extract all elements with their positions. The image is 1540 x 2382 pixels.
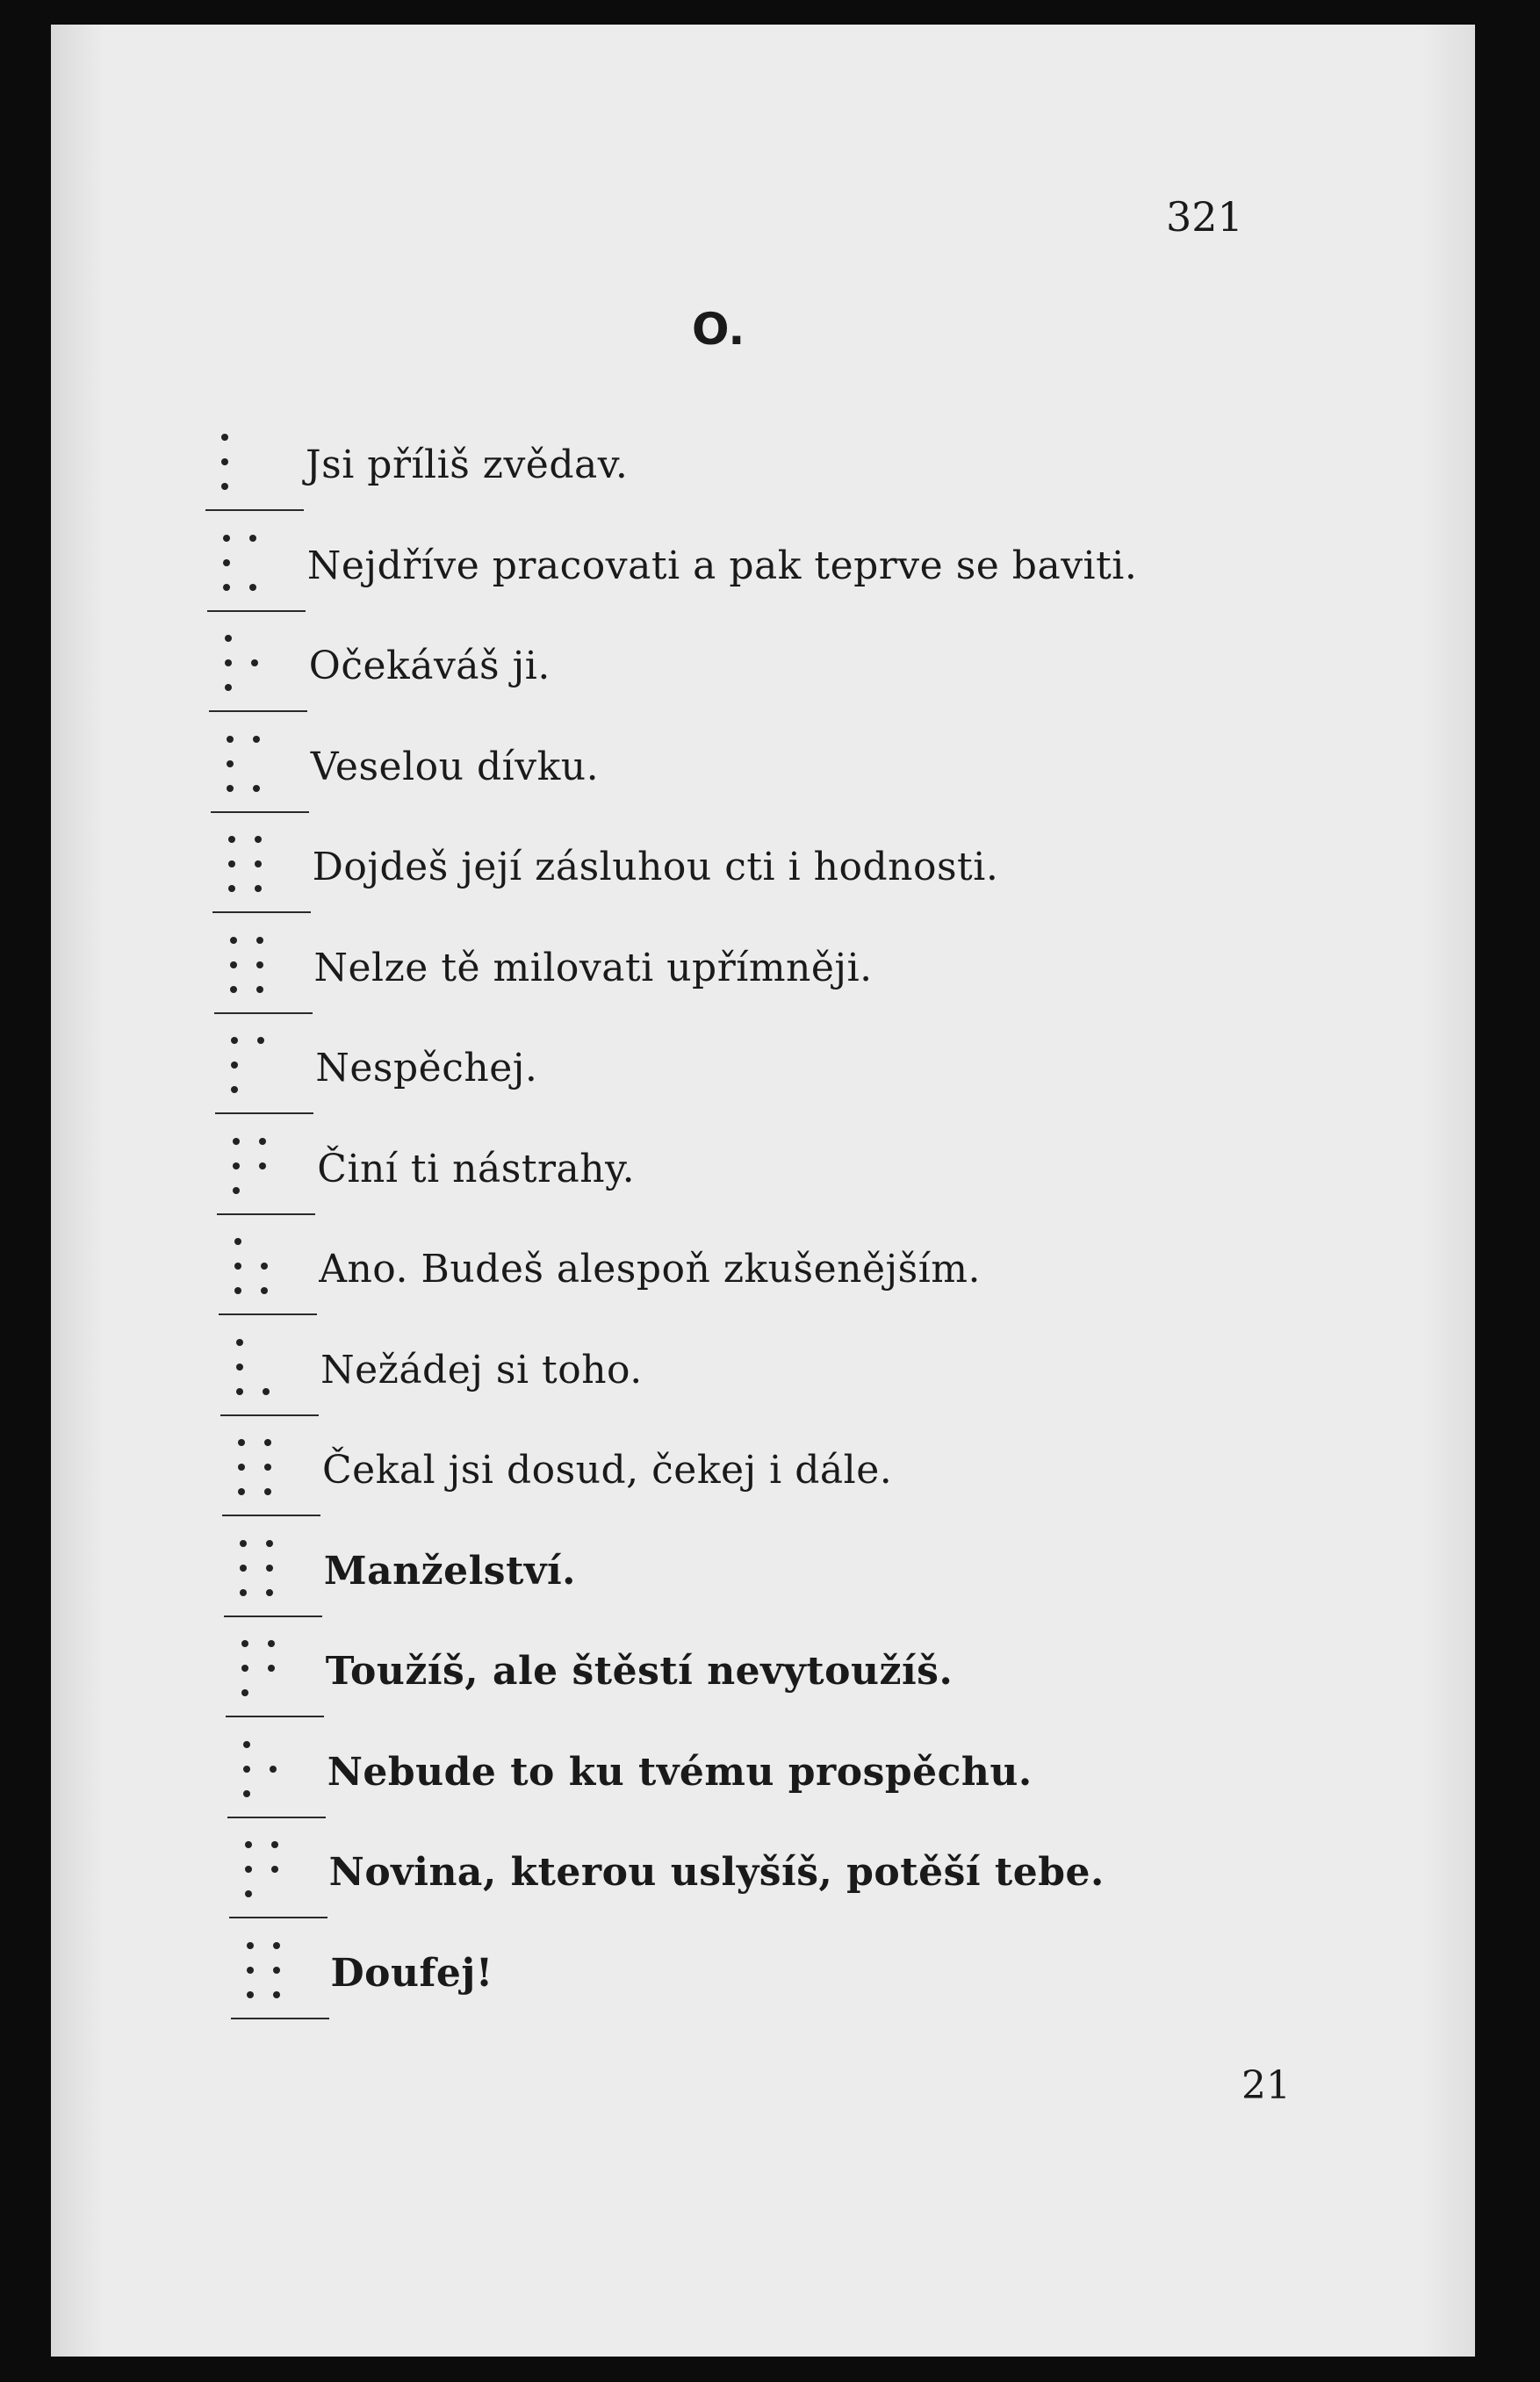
dot-mark — [233, 1138, 240, 1145]
oracle-answer-text: Nelze tě milovati upřímněji. — [313, 945, 873, 990]
dot-mark — [236, 1339, 243, 1346]
oracle-answer-text: Nespěchej. — [315, 1046, 538, 1090]
dot-mark — [221, 483, 228, 490]
dot-mark — [261, 1287, 268, 1294]
dot-mark — [227, 785, 234, 792]
entry-divider — [214, 1012, 313, 1014]
dot-mark — [266, 1589, 273, 1596]
oracle-answer-text: Nejdříve pracovati a pak teprve se baviti. — [306, 543, 1138, 588]
dot-mark — [230, 961, 237, 968]
dot-mark — [247, 1942, 254, 1949]
dot-pattern-icon — [226, 1030, 280, 1100]
dot-mark — [221, 434, 228, 441]
dot-mark — [271, 1866, 278, 1873]
oracle-answer-text: Jsi příliš zvědav. — [306, 443, 629, 487]
dot-mark — [264, 1464, 271, 1471]
entry-divider — [231, 2018, 329, 2019]
dot-pattern-icon — [238, 1734, 292, 1804]
dot-mark — [240, 1540, 247, 1547]
dot-mark — [266, 1565, 273, 1572]
dot-mark — [234, 1287, 241, 1294]
book-page — [51, 25, 1475, 2357]
dot-pattern-icon — [218, 528, 272, 598]
oracle-answer-text: Dojdeš její zásluhou cti i hodnosti. — [312, 845, 999, 889]
dot-mark — [243, 1790, 250, 1797]
dot-mark — [253, 736, 260, 743]
dot-mark — [261, 1263, 268, 1270]
entry-divider — [229, 1917, 327, 1918]
entry-divider — [217, 1213, 315, 1215]
dot-mark — [259, 1138, 266, 1145]
page-number: 321 — [1166, 193, 1243, 241]
dot-pattern-icon — [225, 930, 279, 1000]
entry-divider — [212, 911, 311, 913]
oracle-answer-text: Ano. Budeš alespoň zkušenějším. — [319, 1247, 982, 1292]
dot-mark — [259, 1162, 266, 1169]
dot-mark — [243, 1741, 250, 1748]
dot-mark — [245, 1890, 252, 1897]
dot-mark — [230, 986, 237, 993]
dot-mark — [231, 1061, 238, 1069]
dot-mark — [256, 986, 263, 993]
oracle-answer-text: Novina, kterou uslyšíš, potěší tebe. — [328, 1850, 1105, 1895]
dot-mark — [264, 1439, 271, 1446]
dot-mark — [233, 1162, 240, 1169]
dot-mark — [257, 1037, 264, 1044]
entry-divider — [205, 509, 304, 511]
dot-pattern-icon — [229, 1231, 284, 1301]
dot-mark — [234, 1263, 241, 1270]
dot-mark — [240, 1565, 247, 1572]
oracle-answer-text: Očekáváš ji. — [308, 644, 551, 688]
dot-mark — [273, 1991, 280, 1998]
dot-pattern-icon — [234, 1533, 289, 1603]
dot-mark — [238, 1439, 245, 1446]
dot-mark — [231, 1037, 238, 1044]
dot-mark — [264, 1488, 271, 1495]
dot-mark — [225, 659, 232, 666]
oracle-answer-text: Nebude to ku tvému prospěchu. — [327, 1749, 1033, 1795]
dot-mark — [238, 1488, 245, 1495]
dot-pattern-icon — [236, 1633, 291, 1703]
dot-mark — [249, 535, 256, 542]
dot-mark — [241, 1689, 248, 1696]
dot-mark — [241, 1665, 248, 1672]
dot-mark — [227, 760, 234, 767]
dot-mark — [228, 836, 235, 843]
dot-mark — [263, 1388, 270, 1395]
dot-mark — [221, 458, 228, 465]
dot-mark — [231, 1086, 238, 1093]
dot-mark — [256, 961, 263, 968]
entry-divider — [226, 1716, 324, 1717]
dot-mark — [236, 1388, 243, 1395]
dot-mark — [225, 635, 232, 642]
dot-mark — [241, 1640, 248, 1647]
dot-mark — [255, 885, 262, 892]
entry-divider — [224, 1616, 322, 1617]
dot-mark — [243, 1766, 250, 1773]
dot-pattern-icon — [241, 1935, 296, 2005]
dot-mark — [268, 1665, 275, 1672]
dot-mark — [247, 1991, 254, 1998]
dot-pattern-icon — [231, 1332, 285, 1402]
dot-pattern-icon — [233, 1432, 287, 1502]
dot-mark — [225, 684, 232, 691]
entry-divider — [219, 1313, 317, 1315]
dot-mark — [273, 1942, 280, 1949]
entry-divider — [227, 1817, 326, 1818]
dot-mark — [227, 736, 234, 743]
entry-divider — [209, 710, 307, 712]
dot-mark — [223, 535, 230, 542]
dot-mark — [255, 860, 262, 867]
oracle-answer-text: Veselou dívku. — [310, 744, 600, 789]
dot-mark — [223, 584, 230, 591]
entry-divider — [222, 1515, 320, 1516]
dot-mark — [255, 836, 262, 843]
dot-mark — [247, 1967, 254, 1974]
entry-divider — [220, 1414, 319, 1416]
dot-mark — [223, 559, 230, 566]
dot-pattern-icon — [240, 1834, 294, 1904]
dot-mark — [228, 860, 235, 867]
dot-mark — [253, 785, 260, 792]
dot-mark — [245, 1841, 252, 1848]
dot-mark — [240, 1589, 247, 1596]
oracle-answer-text: Činí ti nástrahy. — [317, 1146, 636, 1191]
oracle-answer-text: Čekal jsi dosud, čekej i dále. — [322, 1448, 893, 1493]
dot-mark — [266, 1540, 273, 1547]
dot-mark — [234, 1238, 241, 1245]
dot-pattern-icon — [227, 1131, 282, 1201]
printer-signature: 21 — [1241, 2063, 1291, 2108]
oracle-answer-text: Doufej! — [330, 1950, 493, 1996]
dot-pattern-icon — [219, 628, 274, 698]
entry-divider — [215, 1112, 313, 1114]
dot-mark — [268, 1640, 275, 1647]
dot-mark — [236, 1364, 243, 1371]
dot-mark — [238, 1464, 245, 1471]
dot-mark — [230, 937, 237, 944]
oracle-answer-text: Nežádej si toho. — [320, 1347, 643, 1392]
dot-mark — [270, 1766, 277, 1773]
dot-mark — [228, 885, 235, 892]
dot-pattern-icon — [221, 729, 276, 799]
dot-mark — [251, 659, 258, 666]
dot-mark — [249, 584, 256, 591]
dot-mark — [245, 1866, 252, 1873]
dot-mark — [273, 1967, 280, 1974]
dot-pattern-icon — [216, 427, 270, 497]
entry-divider — [211, 811, 309, 813]
oracle-answer-text: Toužíš, ale štěstí nevytoužíš. — [325, 1649, 954, 1694]
dot-mark — [256, 937, 263, 944]
dot-mark — [233, 1187, 240, 1194]
section-heading: O. — [692, 304, 745, 355]
dot-pattern-icon — [223, 829, 277, 899]
dot-mark — [271, 1841, 278, 1848]
oracle-answer-text: Manželství. — [323, 1548, 576, 1594]
entry-divider — [207, 610, 306, 612]
